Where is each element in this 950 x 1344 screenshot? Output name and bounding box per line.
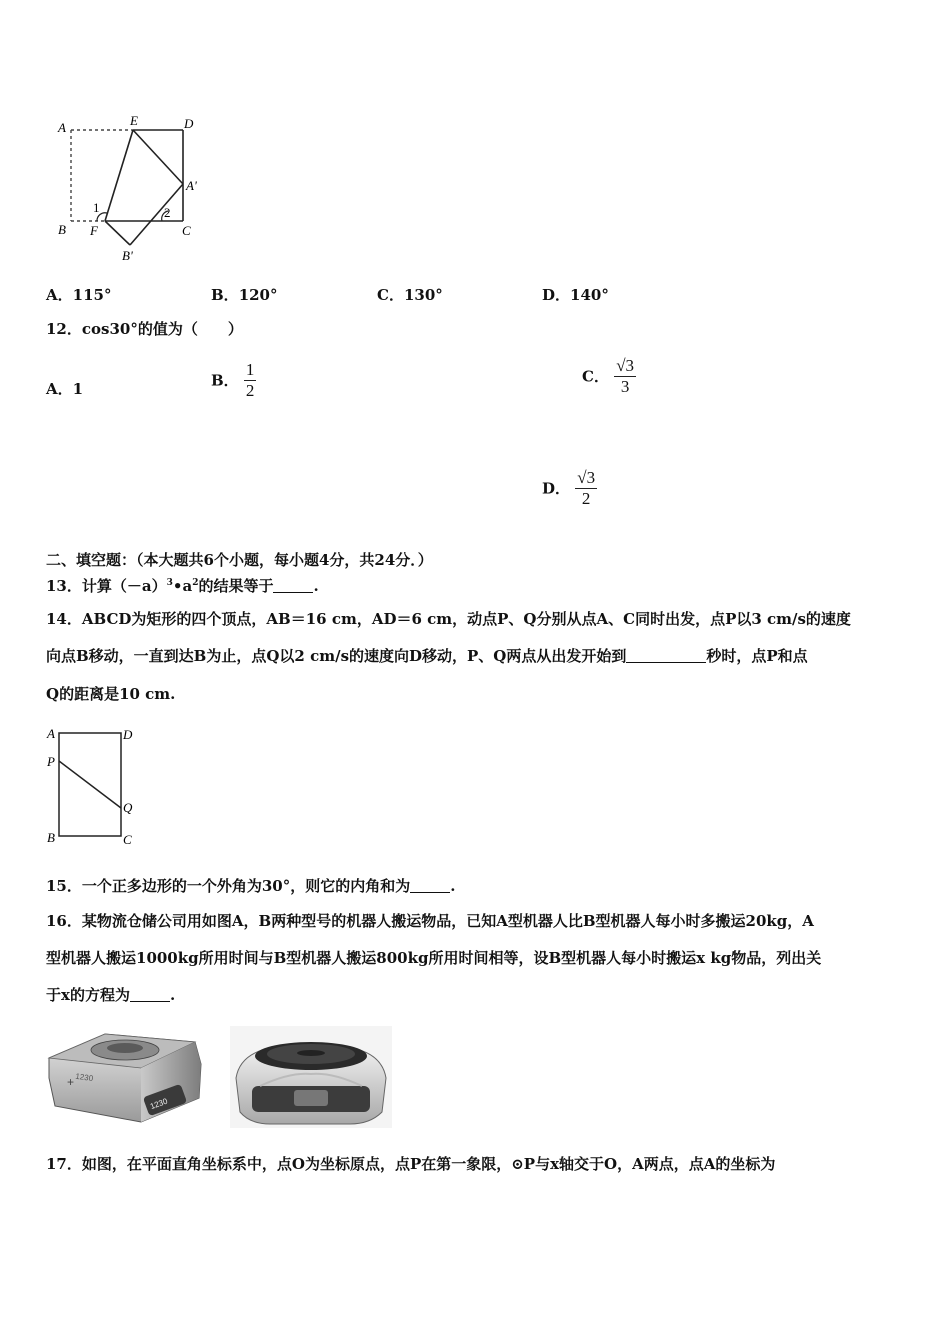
q12-option-c: C． $\frac{√3}{3}$ [582,356,635,397]
label-B: B [58,222,66,237]
q16-line-3: 于x的方程为 . [46,986,176,1004]
q14-line-1: 14．ABCD为矩形的四个顶点，AB＝16 cm，AD＝6 cm，动点P、Q分别从点A、C同时出发，点P以3 cm/s的速度 [46,610,851,628]
q12-option-d: D． $\frac{√3}{2}$ [542,468,596,509]
q12-stem: 12．cos30°的值为（ ） [46,320,243,338]
q14-line-3: Q的距离是10 cm. [46,685,176,703]
q14-answer-blank[interactable] [626,661,706,663]
q15: 15．一个正多边形的一个外角为30°，则它的内角和为 . [46,877,456,895]
robot-a-number-front: 1230 [148,1096,169,1112]
q17: 17．如图，在平面直角坐标系中，点O为坐标原点，点P在第一象限，⊙P与x轴交于O，A两点，点A的坐标为 [46,1155,776,1173]
q11-option-c: C．130° [377,286,443,304]
q15-answer-blank[interactable] [410,891,450,893]
rectangle-pq-figure [44,724,144,850]
label-B-prime: B' [122,248,133,263]
q13: 13．计算$(-a)^3•a^2$的结果等于 . [46,577,319,595]
rect-label-B: B [47,830,55,845]
fold-rectangle-figure [50,112,210,264]
q16-answer-blank[interactable] [130,1000,170,1002]
q16-line-2: 型机器人搬运1000kg所用时间与B型机器人搬运800kg所用时间相等，设B型机器人每小时搬运x kg物品，列出关 [46,949,822,967]
q13-answer-blank[interactable] [273,591,313,593]
label-angle-2: 2 [164,205,171,220]
fraction-sqrt3-over-3: $\frac{√3}{3}$ [616,356,635,397]
q14-line-2: 向点B移动，一直到达B为止，点Q以2 cm/s的速度向D移动，P、Q两点从出发开始到 秒时，点P和点 [46,647,808,665]
rect-label-D: D [123,727,133,742]
label-A-prime: A' [186,178,197,193]
label-angle-1: 1 [93,200,100,215]
label-C: C [182,223,191,238]
rect-label-A: A [47,726,55,741]
section-heading: 二、填空题：（本大题共6个小题，每小题4分，共24分．） [46,551,433,569]
fraction-one-half: $\frac{1}{2}$ [245,360,255,401]
robot-a-number-side: 1230 [74,1071,94,1084]
label-E: E [130,113,138,128]
label-D: D [184,116,194,131]
robot-a-image [45,1028,205,1126]
q11-option-b: B．120° [211,286,278,304]
q12-option-a: A．1 [46,380,84,398]
q12-option-b: B． $\frac{1}{2}$ [211,360,255,401]
fraction-sqrt3-over-2: $\frac{√3}{2}$ [577,468,596,509]
label-A: A [58,120,66,135]
q11-option-a: A．115° [46,286,112,304]
q11-option-d: D．140° [542,286,609,304]
robot-b-image [230,1026,392,1128]
plus-icon: + [67,1075,75,1089]
rect-label-C: C [123,832,132,847]
rect-label-Q: Q [123,800,133,815]
label-F: F [90,223,98,238]
rect-label-P: P [47,754,55,769]
q16-line-1: 16．某物流仓储公司用如图A，B两种型号的机器人搬运物品，已知A型机器人比B型机器人每小时多搬运20kg，A [46,912,814,930]
